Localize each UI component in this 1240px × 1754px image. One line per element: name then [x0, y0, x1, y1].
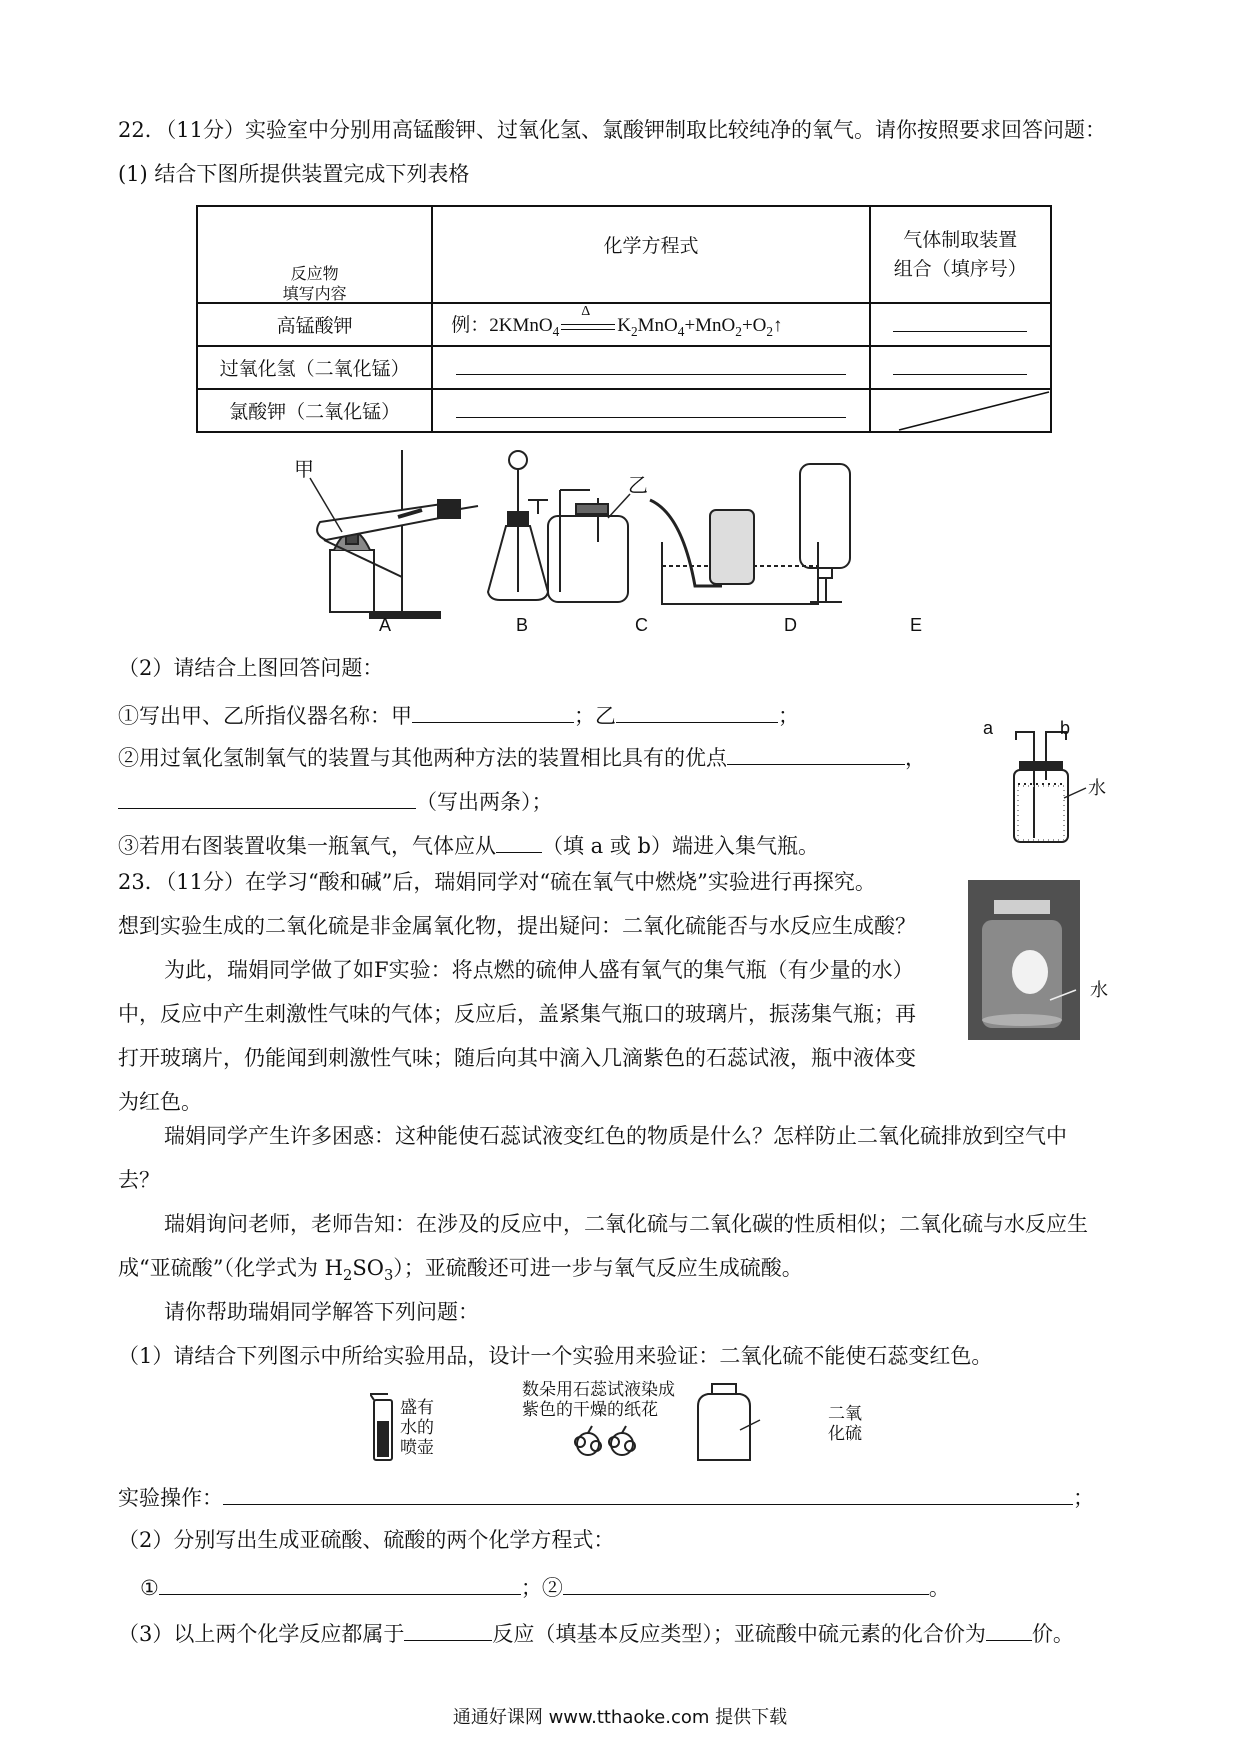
answer-blank-operation[interactable] — [223, 1482, 1073, 1505]
q23-part2: （2）分别写出生成亚硫酸、硫酸的两个化学方程式： — [118, 1528, 615, 1552]
row-label: 过氧化氢（二氧化锰） — [197, 346, 432, 389]
q23-line5: 打开玻璃片，仍能闻到刺激性气味；随后向其中滴入几滴紫色的石蕊试液，瓶中液体变 — [118, 1046, 916, 1070]
sprayer-label-1: 盛有 — [400, 1398, 434, 1418]
answer-blank-jia[interactable] — [412, 700, 574, 723]
q23-part3 — [118, 1618, 1074, 1647]
q22-part1: (1) 结合下图所提供装置完成下列表格 — [118, 162, 470, 186]
q23-line9: 瑞娟询问老师，老师告知：在涉及的反应中，二氧化硫与二氧化碳的性质相似；二氧化硫与水反应生 — [164, 1212, 1088, 1236]
sprayer-icon — [370, 1394, 392, 1460]
eq-end: 。 — [928, 1576, 950, 1601]
table-header-equation — [432, 206, 869, 303]
l10-sub2: 3 — [383, 1267, 394, 1285]
table-row — [197, 389, 1051, 432]
l10-text-c: ）；亚硫酸还可进一步与氧气反应生成硫酸。 — [393, 1256, 803, 1280]
header-equation-label: 化学方程式 — [603, 235, 699, 257]
side-fig-a: a — [983, 718, 994, 738]
q22-sub2-cont — [118, 786, 553, 815]
q23-line4: 中，反应中产生刺激性气味的气体；反应后，盖紧集气瓶口的玻璃片，振荡集气瓶；再 — [118, 1002, 916, 1026]
experiment-f-photo — [968, 880, 1080, 1040]
q23-line1: 23．（11分）在学习“酸和碱”后，瑞娟同学对“硫在氧气中燃烧”实验进行再探究。 — [118, 870, 876, 894]
header-apparatus-line2: 组合（填序号） — [893, 257, 1027, 280]
diagonal-line — [871, 390, 1051, 433]
eq-part: 例：2KMnO — [451, 314, 553, 336]
p3-text-a: （3）以上两个化学反应都属于 — [118, 1622, 405, 1647]
apparatus-figure — [290, 442, 950, 642]
p3-text-c: 价。 — [1031, 1622, 1074, 1647]
eq2-label: ；② — [520, 1576, 563, 1601]
apparatus-b — [488, 451, 548, 600]
answer-blank[interactable] — [893, 312, 1027, 333]
answer-blank[interactable] — [893, 355, 1027, 376]
diagonal-cell — [870, 389, 1051, 432]
q23-line7: 瑞娟同学产生许多困惑：这种能使石蕊试液变红色的物质是什么？怎样防止二氧化硫排放到空气中 — [164, 1124, 1067, 1148]
q23-line8: 去？ — [118, 1168, 160, 1192]
eq-sub: 2 — [735, 323, 742, 339]
q2-text-c: （写出两条）； — [416, 790, 553, 815]
corner-bottom-label: 填写内容 — [282, 284, 347, 303]
table-corner-cell — [197, 206, 432, 303]
eq-sub: 4 — [552, 323, 560, 339]
q23-part1: （1）请结合下列图示中所给实验用品，设计一个实验用来验证：二氧化硫不能使石蕊变红色。 — [118, 1344, 993, 1368]
answer-blank-valence[interactable] — [986, 1618, 1032, 1641]
l10-text-a: 成“亚硫酸”（化学式为 H — [118, 1256, 343, 1280]
answer-cell[interactable] — [870, 346, 1051, 389]
q23-line6: 为红色。 — [118, 1090, 202, 1114]
answer-blank[interactable] — [456, 398, 846, 419]
fig-label-a: A — [379, 615, 392, 635]
header-apparatus-line1: 气体制取装置 — [903, 229, 1018, 251]
q22-sub2 — [118, 742, 926, 771]
q1-text-c: ； — [778, 704, 799, 729]
answer-blank-advantage-2[interactable] — [118, 786, 416, 809]
bottle-label-1: 二氧 — [828, 1404, 862, 1424]
eq-part: K — [617, 314, 631, 336]
answer-blank-reaction-type[interactable] — [404, 1618, 492, 1641]
answer-blank-eq2[interactable] — [563, 1572, 929, 1595]
q23-line3: 为此，瑞娟同学做了如F实验：将点燃的硫伸人盛有氧气的集气瓶（有少量的水） — [164, 958, 914, 982]
paper-flower-icon — [575, 1426, 635, 1455]
photo-water-label: 水 — [1090, 980, 1108, 1001]
q2-text-b: ， — [905, 746, 926, 771]
label-yi: 乙 — [628, 473, 648, 497]
eq-sub: 2 — [766, 323, 774, 339]
answer-blank-yi[interactable] — [616, 700, 778, 723]
l10-sub1: 2 — [342, 1267, 353, 1285]
q22-part2: （2）请结合上图回答问题： — [118, 656, 384, 680]
q2-text-a: ②用过氧化氢制氧气的装置与其他两种方法的装置相比具有的优点 — [118, 746, 727, 771]
example-equation — [432, 303, 869, 346]
answer-blank[interactable] — [456, 355, 846, 376]
flower-label-1: 数朵用石蕊试液染成 — [522, 1380, 675, 1400]
eq-part: +MnO — [684, 314, 736, 336]
apparatus-e — [800, 464, 850, 602]
q1-text-a: ①写出甲、乙所指仪器名称：甲 — [118, 704, 412, 729]
fig-label-b: B — [516, 615, 529, 635]
q22-sub3 — [118, 830, 819, 859]
answer-blank-advantage[interactable] — [727, 742, 905, 765]
q23-line2: 想到实验生成的二氧化硫是非金属氧化物，提出疑问：二氧化硫能否与水反应生成酸？ — [118, 914, 916, 938]
operation-end: ； — [1073, 1486, 1094, 1511]
side-fig-b: b — [1060, 718, 1071, 738]
page-footer: 通通好课网 www.tthaoke.com 提供下载 — [452, 1707, 788, 1728]
heat-triangle: Δ — [581, 304, 591, 320]
answer-cell[interactable] — [432, 346, 869, 389]
q1-text-b: ；乙 — [574, 704, 616, 729]
l10-text-b: SO — [352, 1256, 384, 1280]
gas-bottle-icon — [698, 1384, 760, 1460]
q3-text-b: （填 a 或 b）端进入集气瓶。 — [542, 834, 819, 859]
eq-sub: 2 — [631, 323, 638, 339]
flower-label-2: 紫色的干燥的纸花 — [522, 1400, 658, 1420]
label-jia: 甲 — [294, 457, 314, 481]
operation-label: 实验操作： — [118, 1486, 223, 1511]
q23-operation — [118, 1482, 1094, 1511]
fig-label-c: C — [635, 615, 648, 635]
q23-line10 — [118, 1256, 803, 1285]
q22-sub1 — [118, 700, 799, 729]
q23-equations — [140, 1572, 950, 1601]
row-label: 高锰酸钾 — [197, 303, 432, 346]
eq-sub: 4 — [677, 323, 685, 339]
table-row — [197, 346, 1051, 389]
apparatus-d — [650, 500, 818, 604]
fig-label-d: D — [784, 615, 797, 635]
p3-text-b: 反应（填基本反应类型）；亚硫酸中硫元素的化合价为 — [492, 1622, 986, 1647]
table-header-apparatus — [870, 206, 1051, 303]
eq-part: +O — [741, 314, 767, 336]
heat-equals-sign — [559, 304, 617, 336]
answer-cell[interactable] — [432, 389, 869, 432]
table-row — [197, 303, 1051, 346]
apparatus-a — [310, 450, 478, 618]
answer-blank-eq1[interactable] — [159, 1572, 521, 1595]
sprayer-label-3: 喷壶 — [400, 1438, 434, 1458]
gas-arrow: ↑ — [773, 314, 783, 336]
q22-table — [196, 205, 1052, 433]
fig-label-e: E — [910, 615, 923, 635]
corner-top-label: 反应物 — [290, 264, 339, 283]
answer-blank-end[interactable] — [496, 830, 542, 853]
photo-drawing — [968, 880, 1080, 1040]
eq-part: MnO — [637, 314, 678, 336]
apparatus-c — [548, 490, 630, 602]
answer-cell[interactable] — [870, 303, 1051, 346]
q22-stem: 22．（11分）实验室中分别用高锰酸钾、过氧化氢、氯酸钾制取比较纯净的氧气。请你按照要求回答问题： — [118, 118, 1106, 142]
q3-text-a: ③若用右图装置收集一瓶氧气，气体应从 — [118, 834, 496, 859]
sprayer-label-2: 水的 — [400, 1418, 434, 1438]
side-fig-water: 水 — [1088, 778, 1106, 799]
bottle-label-2: 化硫 — [828, 1424, 862, 1444]
eq1-label: ① — [140, 1576, 159, 1601]
q23-line11: 请你帮助瑞娟同学解答下列问题： — [164, 1300, 479, 1324]
row-label: 氯酸钾（二氧化锰） — [197, 389, 432, 432]
